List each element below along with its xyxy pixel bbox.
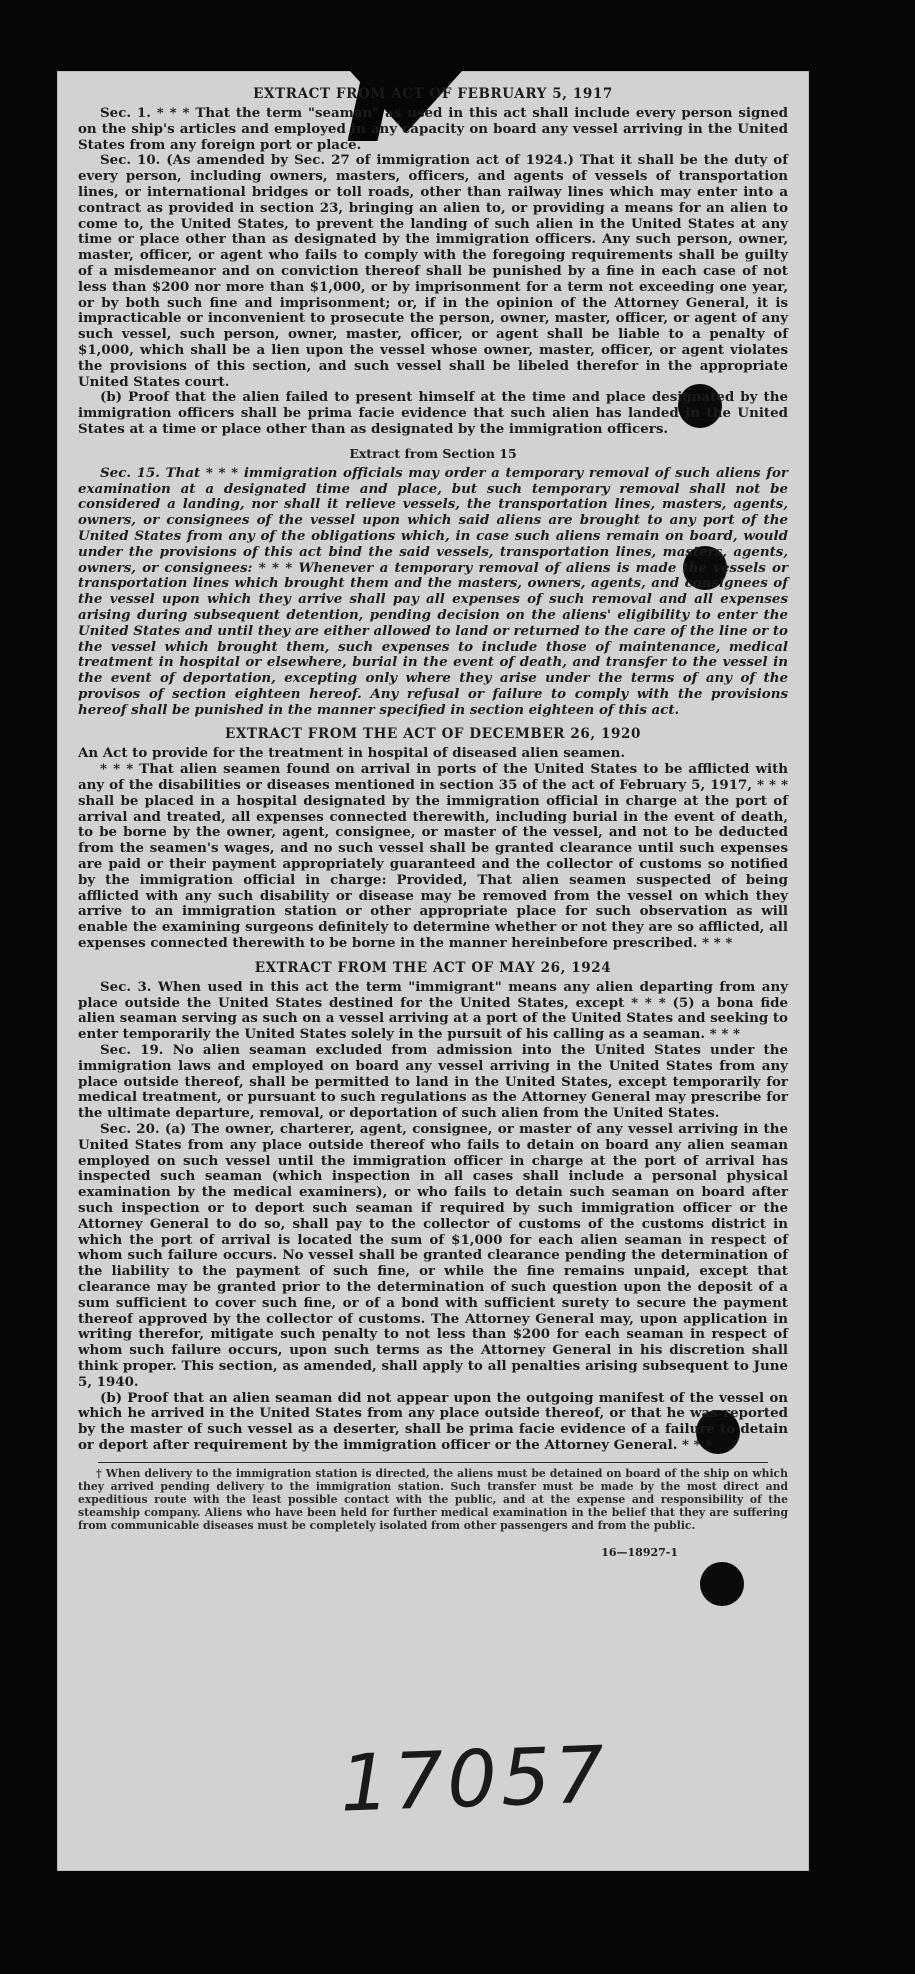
section-10-b: (b) Proof that the alien failed to present himself at the time and place designated by the immigration officers shall be prima facie evidence that such alien has landed in the United States at a time or place other than as designated by the immigration officers.: [78, 389, 788, 437]
section-15: Sec. 15. That * * * immigration officials may order a temporary removal of such aliens for examination at a designated time and place, but such temporary removal shall not be considered a landing, nor shall it relieve vessels, the transportation lines, masters, agents, owners, or consignees of the vessel upon which said aliens are brought to any port of the United States from any of the obligations which, in case such aliens remain on board, would under the provisions of this act bind the said vessels, transportation lines, masters, agents, owners, or consignees: * * * Whenever a temporary removal of aliens is made the vessels or transportation lines which brought them and the masters, owners, agents, and consignees of the vessel upon which they arrive shall pay all expenses of such removal and all expenses arising during subsequent detention, pending decision on the aliens' eligibility to enter the United States and until they are either allowed to land or returned to the care of the line or to the vessel which brought them, such expenses to include those of maintenance, medical treatment in hospital or elsewhere, burial in the event of death, and transfer to the vessel in the event of deportation, excepting only where they arise under the terms of any of the provisos of section eighteen hereof. Any refusal or failure to comply with the provisions hereof shall be punished in the manner specified in section eighteen of this act.: [78, 464, 788, 718]
punch-hole-4: [700, 1562, 744, 1606]
heading-act-1924: EXTRACT FROM THE ACT OF MAY 26, 1924: [254, 959, 612, 976]
act-1920-text: * * * That alien seamen found on arrival in ports of the United States to be afflicted with any of the disabilities or diseases mentioned in section 35 of the act of February 5, 1917, * * * shall be placed in a hospital designated by the immigration official in charge at the port of arrival and treated, all expenses connected therewith, including burial in the event of death, to be borne by the owner, agent, consignee, or master of the vessel, and not to be deducted from the seamen's wages, and no such vessel shall be granted clearance until such expenses are paid or their payment appropriately guaranteed and the collector of customs so notified by the immigration official in charge: Provided, That alien seamen suspected of being afflicted with any such disability or disease may be removed from the vessel on which they arrive to an immigration station or other appropriate place for such observation as will enable the examining surgeons definitely to determine whether or not they are so afflicted, all expenses connected therewith to be borne in the manner hereinbefore prescribed. * * *: [78, 761, 788, 952]
form-number: 16—18927-1: [601, 1545, 678, 1559]
heading-act-1920: EXTRACT FROM THE ACT OF DECEMBER 26, 1920: [225, 726, 641, 743]
section-3: Sec. 3. When used in this act the term "immigrant" means any alien departing from any place outside the United States destined for the United States, except * * * (5) a bona fide alien seaman serving as such on a vessel arriving at a port of the United States and seeking to enter temporarily the United States solely in the pursuit of his calling as a seaman. * * *: [78, 978, 788, 1043]
section-10: Sec. 10. (As amended by Sec. 27 of immigration act of 1924.) That it shall be the duty of every person, including owners, masters, officers, and agents of vessels of transportation lines, or international bridges or toll roads, other than railway lines which may enter into a contract as provided in section 23, bringing an alien to, or providing a means for an alien to come to, the United States, to prevent the landing of such alien in the United States at any time or place other than as designated by the immigration officers. Any such person, owner, master, officer, or agent who fails to comply with the foregoing requirements shall be guilty of a misdemeanor and on conviction thereof shall be punished by a fine in each case of not less than $200 nor more than $1,000, or by imprisonment for a term not exceeding one year, or by both such fine and imprisonment; or, if in the opinion of the Attorney General, it is impracticable or inconvenient to prosecute the person, owner, master, officer, or agent of any such vessel, such person, owner, master, officer, or agent shall be liable to a penalty of $1,000, which shall be a lien upon the vessel whose owner, master, officer, or agent violates the provisions of this section, and such vessel shall be libeled therefor in the appropriate United States court.: [78, 152, 788, 390]
section-1: Sec. 1. * * * That the term "seaman" as used in this act shall include every person signed on the ship's articles and employed in any capacity on board any vessel arriving in the United States from any foreign port or place.: [78, 105, 788, 153]
heading-section-15: Extract from Section 15: [349, 445, 517, 461]
footnote: † When delivery to the immigration station is directed, the aliens must be detained on board of the ship on which they arrived pending delivery to the immigration station. Such transfer must be made by the most direct and expeditious route with the least possible contact with the public, and at the expense and responsibility of the steamship company. Aliens who have been held for further medical examination in the belief that they are suffering from communicable diseases must be completely isolated from other passengers and from the public.: [78, 1466, 788, 1532]
handwritten-file-number: 17057: [338, 1730, 610, 1830]
act-1920-title: An Act to provide for the treatment in hospital of diseased alien seamen.: [78, 745, 626, 762]
document-body: [78, 86, 788, 1559]
section-20-a: Sec. 20. (a) The owner, charterer, agent, consignee, or master of any vessel arriving in the United States from any place outside thereof who fails to detain on board any alien seaman employed on such vessel until the immigration officer in charge at the port of arrival has inspected such seaman (which inspection in all cases shall include a personal physical examination by the medical examiners), or who fails to detain such seaman on board after such inspection or to deport such seaman if required by such immigration officer or the Attorney General to do so, shall pay to the collector of customs of the customs district in which the port of arrival is located the sum of $1,000 for each alien seaman in respect of whom such failure occurs. No vessel shall be granted clearance pending the determination of the liability to the payment of such fine, or while the fine remains unpaid, except that clearance may be granted prior to the determination of such question upon the deposit of a sum sufficient to cover such fine, or of a bond with sufficient surety to secure the payment thereof approved by the collector of customs. The Attorney General may, upon application in writing therefor, mitigate such penalty to not less than $200 for each seaman in respect of whom such failure occurs, upon such terms as the Attorney General in his discretion shall think proper. This section, as amended, shall apply to all penalties arising subsequent to June 5, 1940.: [78, 1121, 788, 1390]
heading-act-1917: EXTRACT FROM ACT OF FEBRUARY 5, 1917: [253, 86, 613, 102]
section-19: Sec. 19. No alien seaman excluded from admission into the United States under the immigration laws and employed on board any vessel arriving in the United States from any place outside thereof, shall be permitted to land in the United States, except temporarily for medical treatment, or pursuant to such regulations as the Attorney General may prescribe for the ultimate departure, removal, or deportation of such alien from the United States.: [78, 1042, 788, 1122]
footnote-divider: [98, 1462, 768, 1463]
section-20-b: (b) Proof that an alien seaman did not appear upon the outgoing manifest of the vessel on which he arrived in the United States from any place outside thereof, or that he was reported by the master of such vessel as a deserter, shall be prima facie evidence of a failure to detain or deport after requirement by the immigration officer or the Attorney General. * * *: [78, 1389, 788, 1453]
